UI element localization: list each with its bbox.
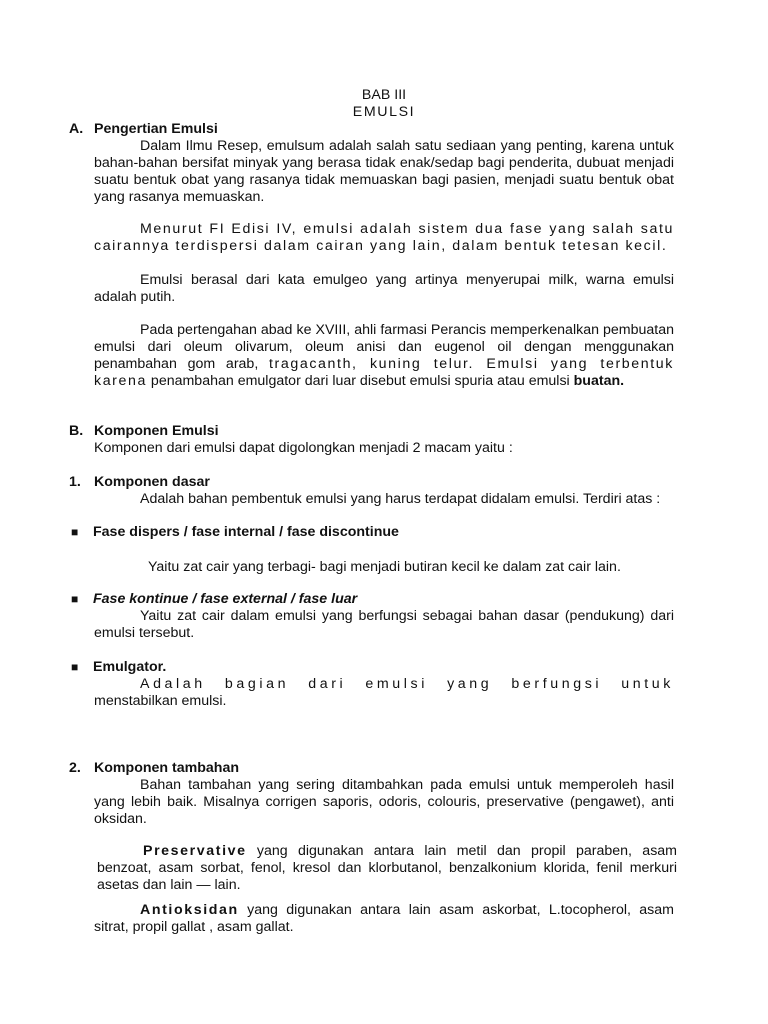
fase-kontinue-title: Fase kontinue / fase external / fase luar — [93, 591, 358, 607]
emulgator-text-part-2: menstabilkan emulsi. — [94, 693, 227, 709]
fase-dispers-title: Fase dispers / fase internal / fase discontinue — [93, 524, 399, 540]
section-b-title: Komponen Emulsi — [94, 423, 219, 439]
fase-kontinue-heading — [71, 591, 357, 608]
fase-dispers-heading — [71, 524, 399, 541]
section-a-paragraph-4 — [94, 322, 674, 390]
square-bullet-icon: ■ — [71, 660, 79, 674]
section-b-letter: B. — [69, 423, 84, 439]
document-title: EMULSI — [352, 104, 416, 120]
section-a-letter: A. — [69, 121, 84, 137]
section-a-heading — [69, 121, 218, 138]
fase-dispers-text: Yaitu zat cair yang terbagi- bagi menjadi butiran kecil ke dalam zat cair lain. — [148, 559, 621, 575]
section-b-heading — [69, 423, 219, 440]
komponen-dasar-heading — [69, 474, 210, 491]
komponen-tambahan-text: Bahan tambahan yang sering ditambahkan pada emulsi untuk memperoleh hasil yang lebih baik. Misalnya corrigen saporis, odoris, colouris, preservative (pengawet), anti oksidan. — [94, 777, 674, 827]
emulgator-title: Emulgator. — [93, 659, 167, 675]
antioksidan-label: Antioksidan — [140, 902, 239, 918]
komponen-dasar-title: Komponen dasar — [94, 474, 210, 490]
antioksidan-text: yang digunakan antara lain asam askorbat, L.tocopherol, asam sitrat, propil gallat , asam gallat. — [94, 902, 674, 935]
square-bullet-icon: ■ — [71, 592, 79, 606]
section-a-paragraph-3: Emulsi berasal dari kata emulgeo yang artinya menyerupai milk, warna emulsi adalah putih. — [94, 272, 674, 305]
preservative-label: Preservative — [143, 843, 247, 859]
section-a-title: Pengertian Emulsi — [94, 121, 218, 137]
paragraph-4-part-3: penambahan emulgator dari luar disebut emulsi spuria atau emulsi — [146, 373, 574, 389]
paragraph-4-part-2: tragacanth, kuning telur. Emulsi yang terbentuk karena — [94, 356, 674, 389]
paragraph-4-part-1: Pada pertengahan abad ke XVIII, ahli farmasi Perancis memperkenalkan pembuatan emulsi dari oleum olivarum, oleum anisi dan eugenol oil dengan menggunakan penambahan gom arab, — [94, 322, 674, 372]
komponen-dasar-number: 1. — [69, 474, 81, 490]
section-a-paragraph-1: Dalam Ilmu Resep, emulsum adalah salah satu sediaan yang penting, karena untuk bahan-bahan bersifat minyak yang berasa tidak enak/sedap bagi penderita, dubuat menjadi suatu bentuk obat yang rasanya tidak memuaskan bagi pasien, menjadi suatu bentuk obat yang rasanya memuaskan. — [94, 138, 674, 205]
square-bullet-icon: ■ — [71, 525, 79, 539]
antioksidan-paragraph — [94, 902, 674, 936]
section-b-intro: Komponen dari emulsi dapat digolongkan menjadi 2 macam yaitu : — [94, 440, 513, 456]
komponen-tambahan-heading — [69, 760, 239, 777]
paragraph-4-bold: buatan. — [573, 373, 625, 389]
fase-kontinue-text: Yaitu zat cair dalam emulsi yang berfungsi sebagai bahan dasar (pendukung) dari emulsi tersebut. — [94, 608, 674, 641]
preservative-paragraph — [97, 843, 677, 894]
emulgator-heading — [71, 659, 166, 676]
chapter-label: BAB III — [361, 87, 407, 103]
komponen-tambahan-number: 2. — [69, 760, 81, 776]
emulgator-text — [94, 676, 674, 710]
section-a-paragraph-2: Menurut FI Edisi IV, emulsi adalah sistem dua fase yang salah satu cairannya terdispersi dalam cairan yang lain, dalam bentuk tetesan kecil. — [94, 221, 674, 254]
preservative-text: yang digunakan antara lain metil dan propil paraben, asam benzoat, asam sorbat, fenol, kresol dan klorbutanol, benzalkonium klorida, fenil merkuri asetas dan lain — lain. — [97, 843, 677, 893]
emulgator-text-part-1: Adalah bagian dari emulsi yang berfungsi untuk — [140, 676, 674, 692]
komponen-tambahan-title: Komponen tambahan — [94, 760, 240, 776]
komponen-dasar-text: Adalah bahan pembentuk emulsi yang harus terdapat didalam emulsi. Terdiri atas : — [140, 491, 661, 507]
